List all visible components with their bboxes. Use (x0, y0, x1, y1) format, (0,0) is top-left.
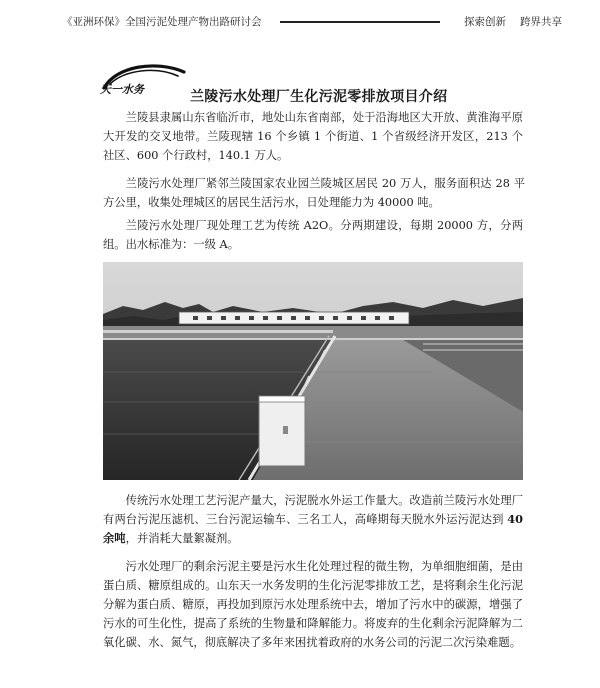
plant-photo (103, 262, 523, 480)
logo-text: 天一水务 (100, 83, 144, 96)
article-title: 兰陵污水处理厂生化污泥零排放项目介绍 (190, 89, 448, 105)
paragraph-4-emphasis: 40 余吨 (103, 512, 523, 545)
paragraph-4-text-b: ，并消耗大量絮凝剂。 (125, 532, 239, 545)
paragraph-4-text-a: 传统污水处理工艺污泥产量大，污泥脱水外运工作量大。改造前兰陵污水处理厂有两台污泥压滤机、三台污泥运输车、三名工人，高峰期每天脱水外运污泥达到 (103, 494, 523, 526)
header-slogan-1: 探索创新 (464, 16, 506, 28)
header-slogan-2: 跨界共享 (520, 16, 562, 28)
company-logo (96, 62, 192, 96)
header-conference-name: 《亚洲环保》全国污泥处理产物出路研讨会 (62, 16, 262, 28)
paragraph-1: 兰陵县隶属山东省临沂市，地处山东省南部，处于沿海地区大开放、黄淮海平原大开发的交叉地带。兰陵现辖 16 个乡镇 1 个街道、1 个省级经济开发区，213 个社区、600 个行政村，140.1 万人。 (103, 111, 523, 162)
page-header (62, 10, 562, 30)
paragraph-3: 兰陵污水处理厂现处理工艺为传统 A2O。分两期建设，每期 20000 方，分两组。出水标准为：一级 A。 (103, 219, 523, 251)
header-slogan (450, 14, 562, 29)
paragraph-2: 兰陵污水处理厂紧邻兰陵国家农业园兰陵城区居民 20 万人，服务面积达 28 平方公里，收集处理城区的居民生活污水，日处理能力为 40000 吨。 (103, 177, 525, 209)
header-rule (280, 21, 440, 23)
paragraph-4 (103, 491, 523, 548)
paragraph-5: 污水处理厂的剩余污泥主要是污水生化处理过程的微生物，为单细胞细菌，是由蛋白质、糖原组成的。山东天一水务发明的生化污泥零排放工艺，是将剩余生化污泥分解为蛋白质、糖原，再投加到原污水处理系统中去，增加了污水中的碳源，增强了污水的可生化性，提高了系统的生物量和降解能力。将废弃的生化剩余污泥降解为二氧化碳、水、氮气，彻底解决了多年来困扰着政府的水务公司的污泥二次污染难题。 (103, 560, 523, 649)
